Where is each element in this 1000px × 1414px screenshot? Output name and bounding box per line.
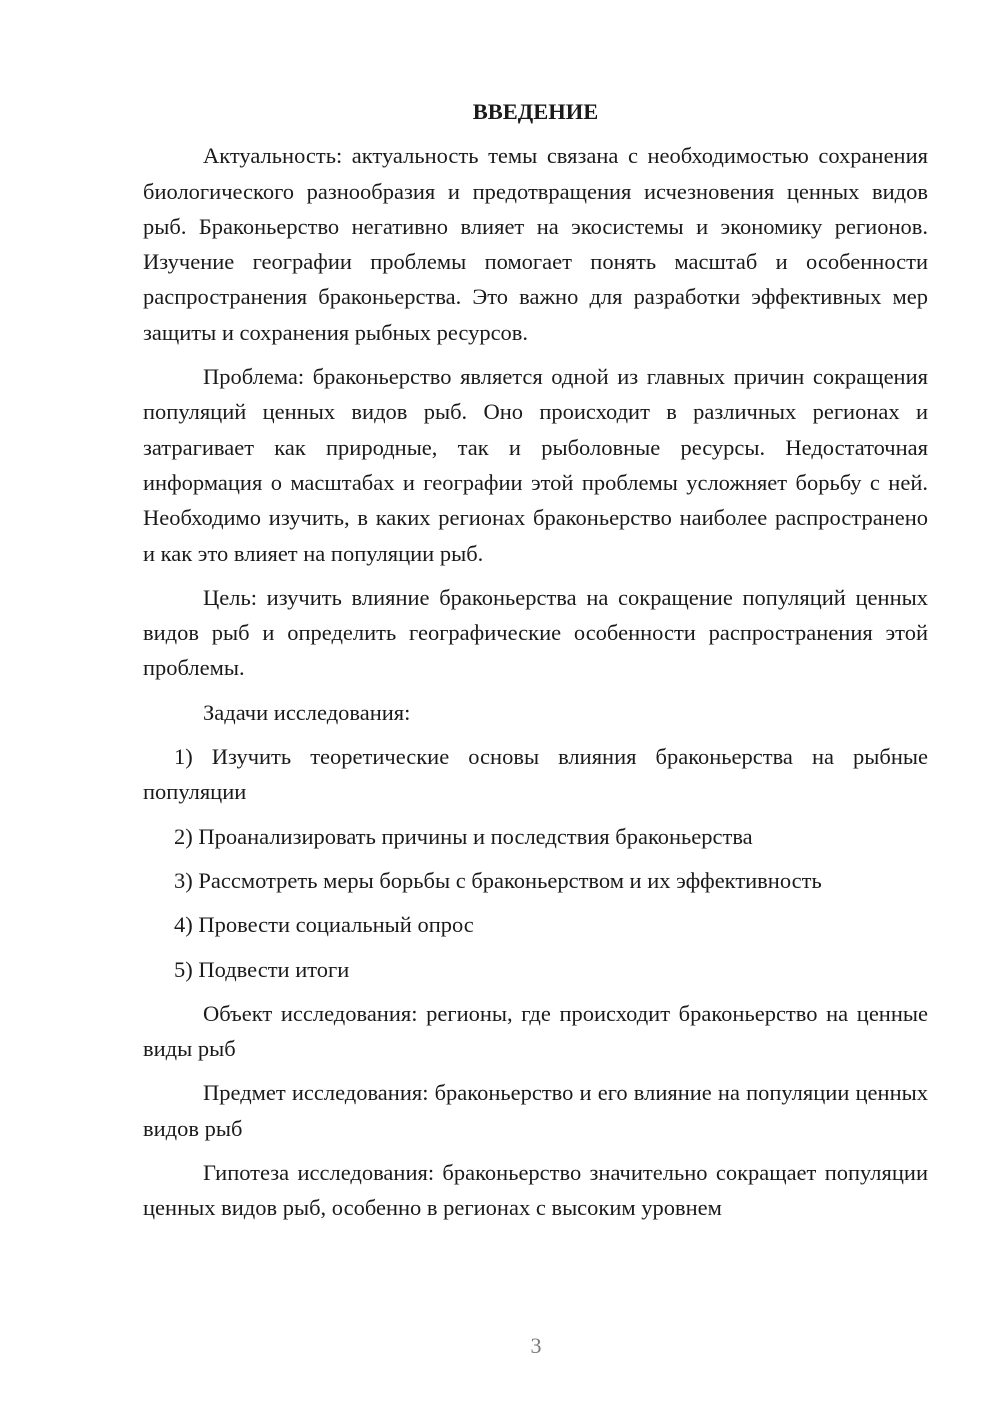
list-item: 3) Рассмотреть меры борьбы с браконьерством и их эффективность: [174, 867, 822, 893]
problem-paragraph: Проблема: браконьерство является одной из главных причин сокращения популяций ценных видов рыб. Оно происходит в различных регионах и затрагивает как природные, так и рыболовные ресурсы. Недостаточная информация о масштабах и географии этой проблемы усложняет борьбу с ней. Необходимо изучить, в каких регионах браконьерство наиболее распространено и как это влияет на популяции рыб.: [143, 364, 928, 566]
goal-paragraph: Цель: изучить влияние браконьерства на сокращение популяций ценных видов рыб и определить географические особенности распространения этой проблемы.: [143, 584, 928, 681]
list-item: 5) Подвести итоги: [174, 956, 350, 982]
subject-paragraph: Предмет исследования: браконьерство и его влияние на популяции ценных видов рыб: [143, 1080, 928, 1141]
tasks-list: [143, 739, 928, 987]
page-content: [143, 94, 928, 1235]
relevance-paragraph: Актуальность: актуальность темы связана с необходимостью сохранения биологического разнообразия и предотвращения исчезновения ценных видов рыб. Браконьерство негативно влияет на экосистемы и экономику регионов. Изучение географии проблемы помогает понять масштаб и особенности распространения браконьерства. Это важно для разработки эффективных мер защиты и сохранения рыбных ресурсов.: [143, 143, 928, 345]
list-item: 2) Проанализировать причины и последствия браконьерства: [174, 823, 753, 849]
page-number: 3: [530, 1333, 542, 1358]
hypothesis-paragraph: Гипотеза исследования: браконьерство значительно сокращает популяции ценных видов рыб, особенно в регионах с высоким уровнем: [143, 1160, 928, 1221]
list-item: 4) Провести социальный опрос: [174, 912, 474, 938]
object-paragraph: Объект исследования: регионы, где происходит браконьерство на ценные виды рыб: [143, 1000, 928, 1062]
list-item: 1) Изучить теоретические основы влияния браконьерства на рыбные популяции: [143, 744, 928, 805]
section-title: ВВЕДЕНИЕ: [472, 99, 599, 124]
tasks-heading: Задачи исследования:: [203, 699, 411, 725]
